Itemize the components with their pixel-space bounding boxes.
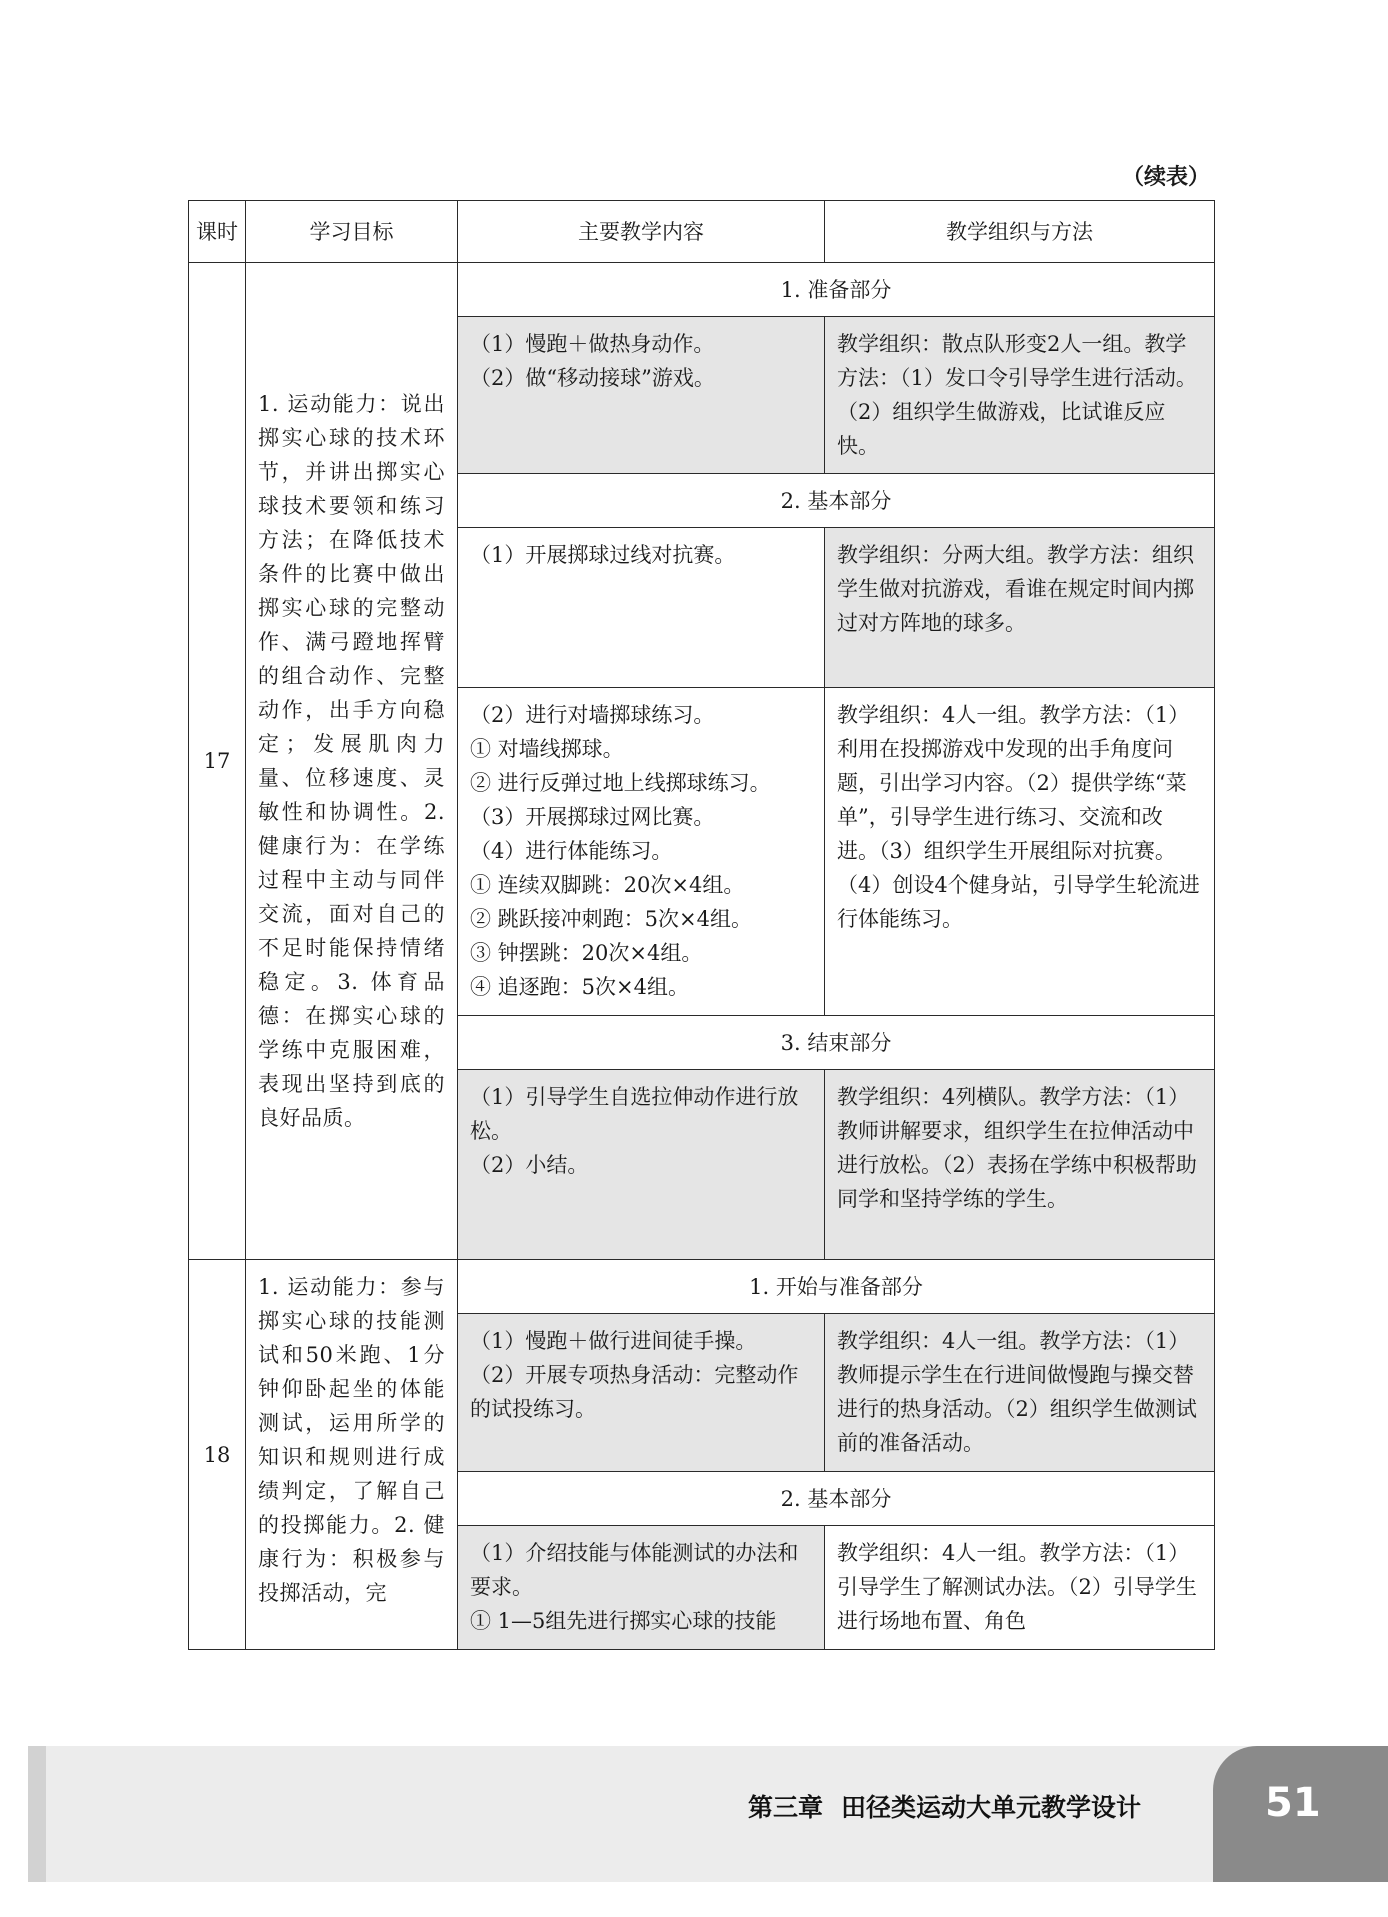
header-learning-goals: 学习目标 [246,201,458,263]
lesson-18-section-basic: 2. 基本部分 [458,1472,1215,1526]
header-teaching-content: 主要教学内容 [458,201,825,263]
header-organization-method: 教学组织与方法 [825,201,1215,263]
list-item: （2）开展专项热身活动：完整动作的试投练习。 [470,1363,799,1421]
table-header-row [189,201,1215,263]
footer-stripe [28,1746,46,1882]
list-item: ③ 钟摆跳：20次×4组。 [470,941,703,965]
lesson-18-number: 18 [189,1260,246,1650]
list-item: （2）小结。 [470,1153,589,1177]
lesson-18-goals: 1. 运动能力：参与掷实心球的技能测试和50米跑、1分钟仰卧起坐的体能测试，运用所学的知识和规则进行成绩判定，了解自己的投掷能力。2. 健康行为：积极参与投掷活动，完 [246,1260,458,1650]
chapter-title [748,1788,1141,1824]
lesson-18-start-content [458,1314,825,1472]
list-item: ① 对墙线掷球。 [470,737,624,761]
header-lesson-number: 课时 [189,201,246,263]
continued-label: （续表） [1121,165,1210,190]
lesson-18-section-start: 1. 开始与准备部分 [458,1260,1215,1314]
lesson-17-end-method: 教学组织：4列横队。教学方法：（1）教师讲解要求，组织学生在拉伸活动中进行放松。（2）表扬在学练中积极帮助同学和坚持学练的学生。 [825,1070,1215,1260]
chapter-name: 田径类运动大单元教学设计 [841,1793,1142,1822]
lesson-18-basic-method: 教学组织：4人一组。教学方法：（1）引导学生了解测试办法。（2）引导学生进行场地布置、角色 [825,1526,1215,1650]
lesson-17-prep-method: 教学组织：散点队形变2人一组。教学方法：（1）发口令引导学生进行活动。（2）组织学生做游戏，比试谁反应快。 [825,317,1215,474]
lesson-17-basic-b-content [458,688,825,1016]
lesson-18-basic-content [458,1526,825,1650]
lesson-17-goals: 1. 运动能力：说出掷实心球的技术环节，并讲出掷实心球技术要领和练习方法；在降低技术条件的比赛中做出掷实心球的完整动作、满弓蹬地挥臂的组合动作、完整动作，出手方向稳定；发展肌肉力量、位移速度、灵敏性和协调性。2. 健康行为：在学练过程中主动与同伴交流，面对自己的不足时能保持情绪稳定。3. 体育品德：在掷实心球的学练中克服困难，表现出坚持到底的良好品质。 [246,263,458,1260]
table-row [189,1260,1215,1314]
lesson-17-section-prep: 1. 准备部分 [458,263,1215,317]
lesson-17-section-end: 3. 结束部分 [458,1016,1215,1070]
list-item: （2）做“移动接球”游戏。 [470,366,715,390]
lesson-17-basic-a-content [458,528,825,688]
list-item: ② 进行反弹过地上线掷球练习。 [470,771,771,795]
list-item: （1）引导学生自选拉伸动作进行放松。 [470,1085,799,1143]
list-item: （2）进行对墙掷球练习。 [470,703,715,727]
list-item: ② 跳跃接冲刺跑：5次×4组。 [470,907,752,931]
page-number: 51 [1265,1780,1321,1826]
lesson-17-end-content [458,1070,825,1260]
lesson-17-section-basic: 2. 基本部分 [458,474,1215,528]
list-item: （1）慢跑＋做行进间徒手操。 [470,1329,757,1353]
chapter-number: 第三章 [748,1793,824,1822]
list-item: ④ 追逐跑：5次×4组。 [470,975,689,999]
lesson-17-prep-content [458,317,825,474]
list-item: ① 连续双脚跳：20次×4组。 [470,873,745,897]
list-item: （1）介绍技能与体能测试的办法和要求。 [470,1541,799,1599]
lesson-18-start-method: 教学组织：4人一组。教学方法：（1）教师提示学生在行进间做慢跑与操交替进行的热身活动。（2）组织学生做测试前的准备活动。 [825,1314,1215,1472]
list-item: （1）开展掷球过线对抗赛。 [470,543,736,567]
lesson-17-number: 17 [189,263,246,1260]
lesson-17-basic-b-method: 教学组织：4人一组。教学方法：（1）利用在投掷游戏中发现的出手角度问题，引出学习内容。（2）提供学练“菜单”，引导学生进行练习、交流和改进。（3）组织学生开展组际对抗赛。（4）创设4个健身站，引导学生轮流进行体能练习。 [825,688,1215,1016]
page-number-box [1213,1746,1388,1882]
list-item: （4）进行体能练习。 [470,839,673,863]
list-item: （1）慢跑＋做热身动作。 [470,332,715,356]
list-item: ① 1—5组先进行掷实心球的技能 [470,1609,777,1633]
table-row [189,263,1215,317]
list-item: （3）开展掷球过网比赛。 [470,805,715,829]
lesson-plan-table [188,200,1215,1650]
page-footer [28,1746,1388,1882]
lesson-17-basic-a-method: 教学组织：分两大组。教学方法：组织学生做对抗游戏，看谁在规定时间内掷过对方阵地的球多。 [825,528,1215,688]
